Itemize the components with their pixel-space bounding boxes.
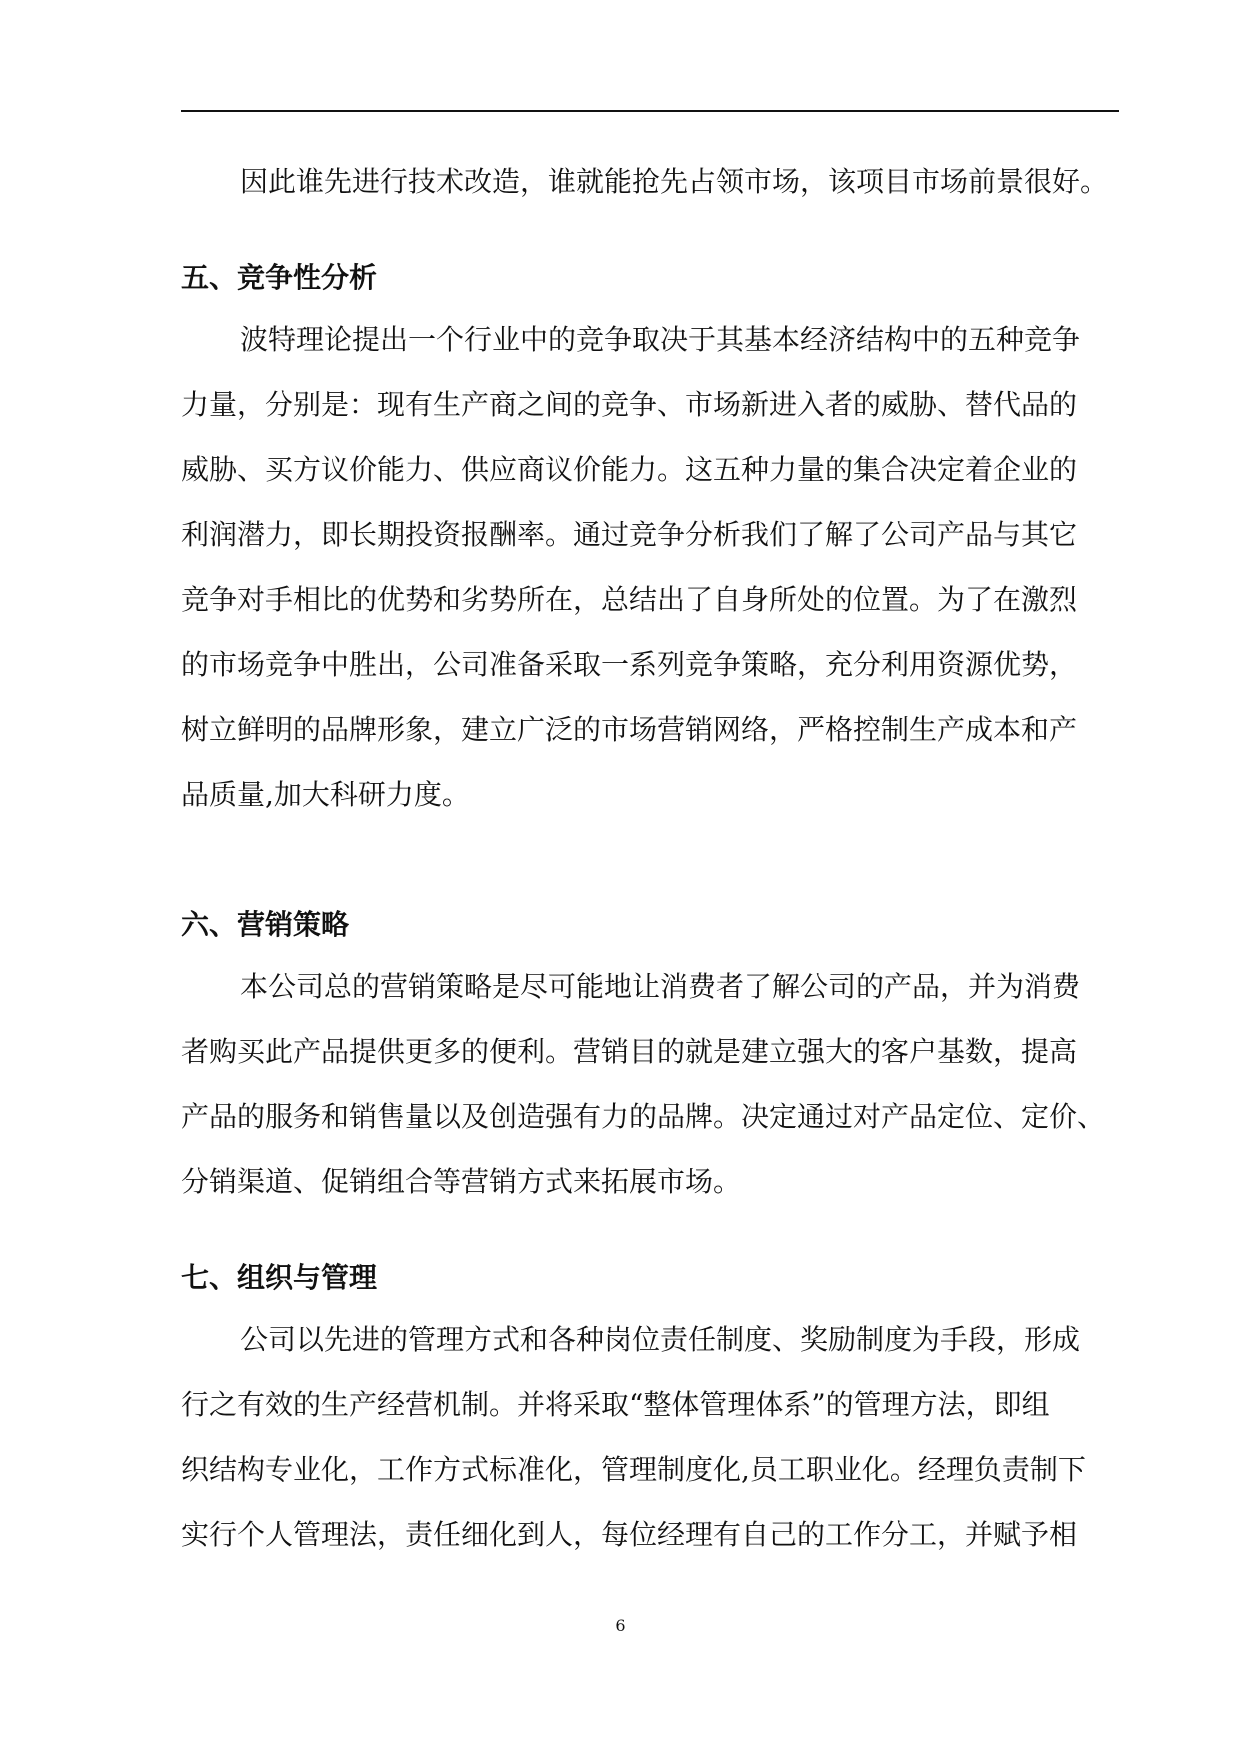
header-rule <box>181 110 1119 112</box>
paragraph-line: 实行个人管理法，责任细化到人，每位经理有自己的工作分工，并赋予相 <box>181 1518 1078 1551</box>
paragraph-line: 利润潜力，即长期投资报酬率。通过竞争分析我们了解了公司产品与其它 <box>181 518 1078 551</box>
paragraph-line: 行之有效的生产经营机制。并将采取“整体管理体系”的管理方法，即组 <box>181 1388 1050 1421</box>
paragraph-line: 织结构专业化，工作方式标准化，管理制度化,员工职业化。经理负责制下 <box>181 1453 1086 1486</box>
paragraph-line: 树立鲜明的品牌形象，建立广泛的市场营销网络，严格控制生产成本和产 <box>181 713 1078 746</box>
paragraph-line: 波特理论提出一个行业中的竞争取决于其基本经济结构中的五种竞争 <box>240 323 1081 356</box>
paragraph-line: 品质量,加大科研力度。 <box>181 778 470 811</box>
paragraph-line: 力量，分别是：现有生产商之间的竞争、市场新进入者的威胁、替代品的 <box>181 388 1078 421</box>
paragraph-line: 分销渠道、促销组合等营销方式来拓展市场。 <box>181 1165 742 1198</box>
paragraph-line: 的市场竞争中胜出，公司准备采取一系列竞争策略，充分利用资源优势， <box>181 648 1078 681</box>
paragraph-line: 威胁、买方议价能力、供应商议价能力。这五种力量的集合决定着企业的 <box>181 453 1078 486</box>
paragraph-line: 公司以先进的管理方式和各种岗位责任制度、奖励制度为手段，形成 <box>240 1323 1081 1356</box>
page-number: 6 <box>615 1616 626 1635</box>
paragraph-line: 竞争对手相比的优势和劣势所在，总结出了自身所处的位置。为了在激烈 <box>181 583 1078 616</box>
section-heading: 五、竞争性分析 <box>181 261 378 294</box>
paragraph-line: 本公司总的营销策略是尽可能地让消费者了解公司的产品，并为消费 <box>240 970 1081 1003</box>
paragraph-line: 因此谁先进行技术改造，谁就能抢先占领市场，该项目市场前景很好。 <box>240 165 1109 198</box>
paragraph-line: 产品的服务和销售量以及创造强有力的品牌。决定通过对产品定位、定价、 <box>181 1100 1106 1133</box>
section-heading: 七、组织与管理 <box>181 1261 378 1294</box>
paragraph-line: 者购买此产品提供更多的便利。营销目的就是建立强大的客户基数，提高 <box>181 1035 1078 1068</box>
section-heading: 六、营销策略 <box>181 908 350 941</box>
